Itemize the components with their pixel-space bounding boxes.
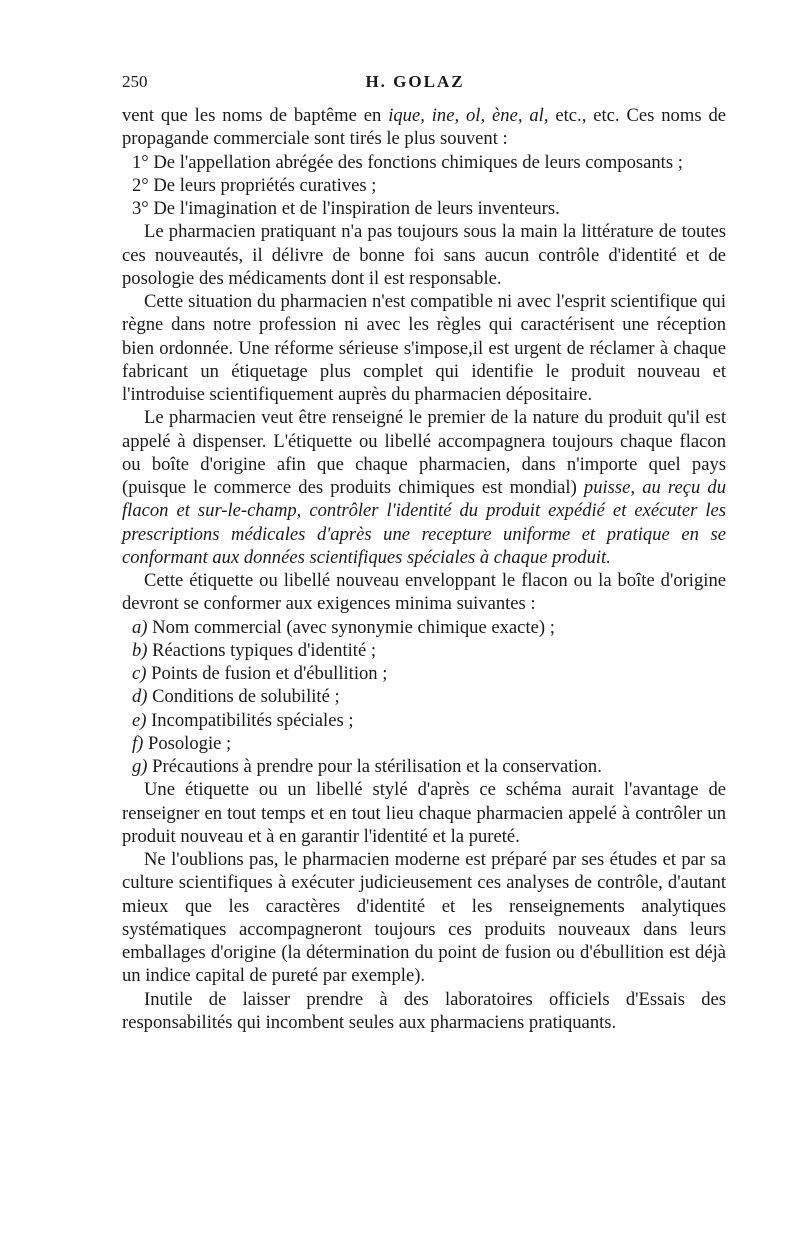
paragraph: Inutile de laisser prendre à des laboratoires officiels d'Essais des responsabilités qui incombent seules aux pharmaciens pratiquants. (122, 988, 726, 1033)
list-item (122, 662, 726, 685)
list-item-text: Incompatibilités spéciales ; (151, 709, 354, 731)
text-span: Le pharmacien veut être renseigné le premier de la nature du produit qu'il est appelé à dispenser. L'étiquette ou libellé accompagnera toujours chaque flacon ou boîte d'origine afin que chaque pharmacien, dans n'importe quel pays (puisque le commerce des produits chimiques est mondial) (122, 407, 726, 498)
paragraph (122, 406, 726, 569)
paragraph: Cette situation du pharmacien n'est compatible ni avec l'esprit scientifique qui règne dans notre profession ni avec les règles qui caractérisent une réception bien ordonnée. Une réforme sérieuse s'impose,il est urgent de réclamer à chaque fabricant un étiquetage plus complet qui identifie le produit nouveau et l'introduise scientifiquement auprès du pharmacien dépositaire. (122, 291, 726, 405)
numbered-item-3: 3° De l'imagination et de l'inspiration de leurs inventeurs. (132, 198, 560, 219)
list-item (122, 732, 726, 755)
text-span: etc., etc. Ces noms de propagande commerciale sont tirés le plus souvent : (122, 105, 726, 150)
body-text (122, 104, 726, 1034)
page-header (122, 72, 722, 96)
list-item (122, 685, 726, 708)
italic-suffixes: ique, ine, ol, ène, al, (388, 105, 549, 126)
list-marker: b) (132, 639, 148, 661)
paragraph: Cette étiquette ou libellé nouveau enveloppant le flacon ou la boîte d'origine devront se conformer aux exigences minima suivantes : (122, 570, 726, 615)
list-item-text: Réactions typiques d'identité ; (152, 639, 377, 661)
paragraph: Ne l'oublions pas, le pharmacien moderne est préparé par ses études et par sa culture scientifiques à exécuter judicieusement ces analyses de contrôle, d'autant mieux que les caractères d'identité et les renseignements analytiques systématiques accompagneront toujours ces produits nouveaux dans leurs emballages d'origine (la détermination du point de fusion ou d'ébullition est déjà un indice capital de pureté par exemple). (122, 849, 726, 987)
list-marker: d) (132, 686, 148, 708)
list-item-text: Posologie ; (148, 732, 232, 754)
list-item-text: Nom commercial (avec synonymie chimique exacte) ; (152, 616, 555, 638)
list-item (122, 709, 726, 732)
paragraph: Le pharmacien pratiquant n'a pas toujours sous la main la littérature de toutes ces nouveautés, il délivre de bonne foi sans aucun contrôle d'identité et de posologie des médicaments dont il est responsable. (122, 221, 726, 289)
page-number: 250 (122, 72, 148, 91)
list-item (122, 616, 726, 639)
text-span: vent que les noms de baptême en (122, 105, 389, 126)
list-item (122, 639, 726, 662)
italic-passage: puisse, au reçu du flacon et sur-le-champ, contrôler l'identité du produit expédié et exécuter les prescriptions médicales d'après une recepture uniforme et pratique en se conformant aux données scientifiques spéciales à chaque produit. (122, 477, 726, 568)
numbered-item-2: 2° De leurs propriétés curatives ; (132, 174, 377, 196)
numbered-item-1: 1° De l'appellation abrégée des fonctions chimiques de leurs composants ; (132, 151, 683, 173)
list-marker: f) (132, 732, 144, 754)
list-item-text: Points de fusion et d'ébullition ; (151, 663, 388, 684)
paragraph: Une étiquette ou un libellé stylé d'après ce schéma aurait l'avantage de renseigner en tout temps et en tout lieu chaque pharmacien appelé à contrôler un produit nouveau et à en garantir l'identité et la pureté. (122, 779, 726, 847)
running-head: H. GOLAZ (365, 72, 465, 91)
list-item (122, 755, 726, 778)
paragraph-continuation (122, 104, 726, 151)
list-marker: a) (132, 616, 148, 638)
list-marker: e) (132, 709, 147, 731)
list-marker: g) (132, 756, 148, 777)
list-item-text: Conditions de solubilité ; (152, 686, 340, 708)
list-marker: c) (132, 663, 147, 684)
list-item-text: Précautions à prendre pour la stérilisation et la conservation. (152, 756, 602, 777)
